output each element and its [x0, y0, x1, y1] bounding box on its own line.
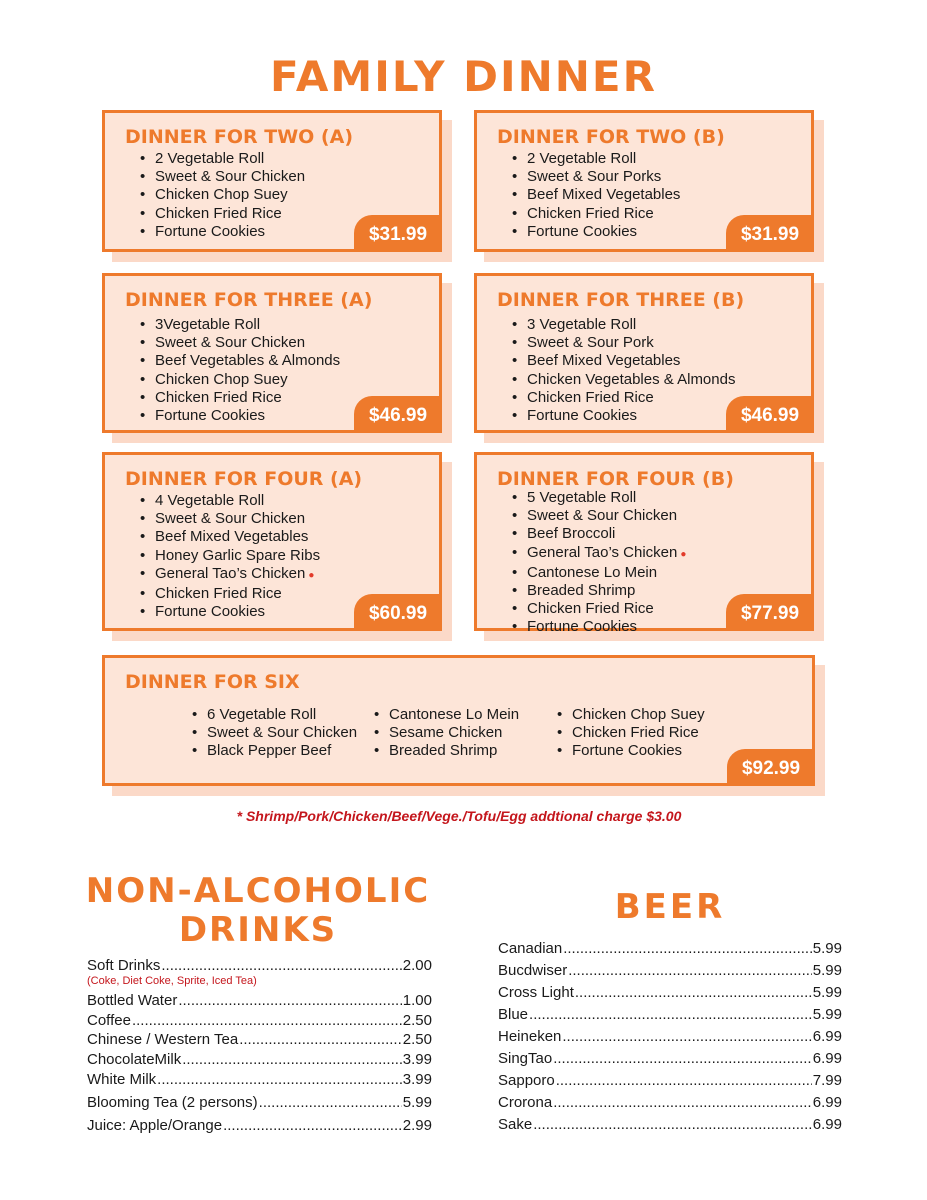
- beer-row: [498, 1006, 842, 1023]
- dinner-name: DINNER FOR THREE (A): [125, 289, 373, 311]
- drink-price: 2.50: [402, 1031, 432, 1048]
- dot-leader: [223, 1117, 402, 1134]
- beer-price: 5.99: [812, 1006, 842, 1023]
- extra-charge-note: * Shrimp/Pork/Chicken/Beef/Vege./Tofu/Egg addtional charge $3.00: [236, 808, 682, 824]
- dinner-items-col3: [557, 706, 705, 761]
- dinner-item: • Beef Mixed Vegetables: [140, 528, 320, 546]
- beer-name: Canadian: [498, 940, 563, 957]
- dot-leader: [575, 984, 812, 1001]
- drink-name: Blooming Tea (2 persons): [87, 1094, 258, 1111]
- drink-row: [87, 1117, 432, 1134]
- dinner-item: • Breaded Shrimp: [374, 742, 519, 760]
- dot-leader: [553, 1050, 812, 1067]
- beer-name: Sake: [498, 1116, 533, 1133]
- dinner-item: • Chicken Fried Rice: [512, 205, 680, 223]
- dinner-name: DINNER FOR THREE (B): [497, 289, 745, 311]
- drink-name: ChocolateMilk: [87, 1051, 182, 1068]
- dinner-six-card: [102, 655, 815, 786]
- dinner-three-a-card: [102, 273, 442, 433]
- beer-row: [498, 1072, 842, 1089]
- soft-drinks-note: (Coke, Diet Coke, Sprite, Iced Tea): [87, 975, 257, 987]
- dot-leader: [553, 1094, 812, 1111]
- beer-row: [498, 940, 842, 957]
- price-tag: $92.99: [727, 749, 815, 786]
- dinner-item: • Sweet & Sour Pork: [512, 334, 735, 352]
- dinner-item: • Fortune Cookies: [512, 407, 735, 425]
- dot-leader: [178, 992, 401, 1009]
- dinner-items-col1: [192, 706, 357, 761]
- dinner-item-label: General Tao’s Chicken: [155, 564, 306, 582]
- dinner-item: • 3 Vegetable Roll: [512, 316, 735, 334]
- dinner-item: • Fortune Cookies: [512, 618, 686, 636]
- dot-leader: [259, 1094, 402, 1111]
- beer-row: [498, 1028, 842, 1045]
- beer-name: Heineken: [498, 1028, 562, 1045]
- dinner-four-b-card: [474, 452, 814, 636]
- drink-row: [87, 957, 432, 974]
- price-tag: $31.99: [354, 215, 442, 252]
- beer-name: Blue: [498, 1006, 529, 1023]
- dinner-name: DINNER FOR FOUR (A): [125, 468, 363, 490]
- dinner-item: • Beef Mixed Vegetables: [512, 352, 735, 370]
- dot-leader: [529, 1006, 812, 1023]
- dinner-item: • Black Pepper Beef: [192, 742, 357, 760]
- dinner-item: • Fortune Cookies: [512, 223, 680, 241]
- drink-price: 2.00: [402, 957, 432, 974]
- price-tag: $46.99: [354, 396, 442, 433]
- dinner-item: • 3Vegetable Roll: [140, 316, 340, 334]
- drink-name: Soft Drinks: [87, 957, 161, 974]
- dinner-item: • Chicken Chop Suey: [140, 186, 305, 204]
- price-tag: $77.99: [726, 594, 814, 631]
- beer-name: SingTao: [498, 1050, 553, 1067]
- dinner-items: [512, 316, 735, 425]
- beer-price: 6.99: [812, 1094, 842, 1111]
- dot-leader: [157, 1071, 402, 1088]
- dinner-item: • Sweet & Sour Chicken: [140, 168, 305, 186]
- price-tag: $46.99: [726, 396, 814, 433]
- beer-price: 6.99: [812, 1116, 842, 1133]
- drink-price: 2.50: [402, 1012, 432, 1029]
- chili-pepper-icon: ●: [680, 548, 687, 560]
- beer-row: [498, 1050, 842, 1067]
- dinner-items: [140, 150, 305, 241]
- beer-heading: BEER: [614, 887, 726, 927]
- dinner-item: • Beef Mixed Vegetables: [512, 186, 680, 204]
- drink-price: 1.00: [402, 992, 432, 1009]
- dot-leader: [533, 1116, 812, 1133]
- drink-name: Chinese / Western Tea: [87, 1031, 239, 1048]
- dot-leader: [182, 1051, 402, 1068]
- dinner-name: DINNER FOR TWO (B): [497, 126, 725, 148]
- page-title: FAMILY DINNER: [270, 52, 657, 101]
- price-tag: $31.99: [726, 215, 814, 252]
- drink-row: [87, 1071, 432, 1088]
- dinner-item: • Chicken Chop Suey: [140, 371, 340, 389]
- dinner-item: • 5 Vegetable Roll: [512, 489, 686, 507]
- drink-price: 3.99: [402, 1051, 432, 1068]
- beer-row: [498, 1116, 842, 1133]
- dinner-item-label: General Tao’s Chicken: [527, 543, 678, 561]
- dinner-items: [512, 489, 686, 637]
- drink-row: [87, 1051, 432, 1068]
- dinner-four-a-card: [102, 452, 442, 631]
- dinner-item: • 2 Vegetable Roll: [512, 150, 680, 168]
- dinner-name: DINNER FOR FOUR (B): [497, 468, 734, 490]
- dinner-item: • Chicken Fried Rice: [557, 724, 705, 742]
- drink-price: 3.99: [402, 1071, 432, 1088]
- chili-pepper-icon: ●: [308, 569, 315, 581]
- price-tag: $60.99: [354, 594, 442, 631]
- drink-name: Bottled Water: [87, 992, 178, 1009]
- dinner-item: • Sweet & Sour Chicken: [512, 507, 686, 525]
- dot-leader: [556, 1072, 812, 1089]
- dot-leader: [563, 940, 812, 957]
- dinner-item: • 4 Vegetable Roll: [140, 492, 320, 510]
- dinner-item: • Chicken Fried Rice: [140, 205, 305, 223]
- dinner-two-b-card: [474, 110, 814, 252]
- dinner-item: • Chicken Fried Rice: [140, 389, 340, 407]
- drink-price: 5.99: [402, 1094, 432, 1111]
- dinner-item: • Sweet & Sour Porks: [512, 168, 680, 186]
- dinner-item: • Fortune Cookies: [140, 223, 305, 241]
- dinner-items: [512, 150, 680, 241]
- dinner-item: • Chicken Fried Rice: [512, 389, 735, 407]
- drinks-heading: [76, 872, 440, 950]
- dinner-two-a-card: [102, 110, 442, 252]
- dinner-item: [512, 544, 686, 564]
- dinner-item: • Sweet & Sour Chicken: [140, 334, 340, 352]
- dinner-name: DINNER FOR TWO (A): [125, 126, 353, 148]
- dinner-items: [140, 492, 320, 621]
- dinner-item: • Honey Garlic Spare Ribs: [140, 547, 320, 565]
- dot-leader: [161, 957, 401, 974]
- dot-leader: [562, 1028, 811, 1045]
- beer-name: Sapporo: [498, 1072, 555, 1089]
- dinner-item: • Chicken Vegetables & Almonds: [512, 371, 735, 389]
- dinner-item: • Breaded Shrimp: [512, 582, 686, 600]
- dinner-item: • 2 Vegetable Roll: [140, 150, 305, 168]
- dinner-item: [140, 565, 320, 585]
- dinner-items: [140, 316, 340, 425]
- dinner-item: • Chicken Fried Rice: [512, 600, 686, 618]
- drink-name: White Milk: [87, 1071, 157, 1088]
- drink-row: [87, 1012, 432, 1029]
- drink-row: [87, 992, 432, 1009]
- dinner-item: • Cantonese Lo Mein: [374, 706, 519, 724]
- dinner-items-col2: [374, 706, 519, 761]
- drinks-heading-line1: NON-ALCOHOLIC: [85, 871, 431, 911]
- dinner-item: • Fortune Cookies: [557, 742, 705, 760]
- drink-row: [87, 1094, 432, 1111]
- dinner-item: • Sweet & Sour Chicken: [140, 510, 320, 528]
- beer-price: 5.99: [812, 940, 842, 957]
- dot-leader: [568, 962, 812, 979]
- beer-name: Cross Light: [498, 984, 574, 1001]
- beer-row: [498, 1094, 842, 1111]
- dinner-three-b-card: [474, 273, 814, 433]
- beer-price: 6.99: [812, 1028, 842, 1045]
- dinner-item: • Chicken Chop Suey: [557, 706, 705, 724]
- drink-row: [87, 1031, 432, 1048]
- dot-leader: [239, 1031, 402, 1048]
- dot-leader: [132, 1012, 402, 1029]
- dinner-item: • Sesame Chicken: [374, 724, 519, 742]
- drink-price: 2.99: [402, 1117, 432, 1134]
- dinner-item: • Beef Vegetables & Almonds: [140, 352, 340, 370]
- dinner-item: • Fortune Cookies: [140, 407, 340, 425]
- beer-price: 5.99: [812, 962, 842, 979]
- beer-name: Bucdwiser: [498, 962, 568, 979]
- dinner-item: • Cantonese Lo Mein: [512, 564, 686, 582]
- dinner-item: • 6 Vegetable Roll: [192, 706, 357, 724]
- beer-price: 6.99: [812, 1050, 842, 1067]
- dinner-item: • Beef Broccoli: [512, 525, 686, 543]
- beer-price: 5.99: [812, 984, 842, 1001]
- dinner-item: • Chicken Fried Rice: [140, 585, 320, 603]
- drink-name: Juice: Apple/Orange: [87, 1117, 223, 1134]
- dinner-item: • Fortune Cookies: [140, 603, 320, 621]
- drink-name: Coffee: [87, 1012, 131, 1029]
- dinner-name: DINNER FOR SIX: [125, 671, 300, 693]
- beer-name: Crorona: [498, 1094, 553, 1111]
- drinks-heading-line2: DRINKS: [178, 910, 338, 950]
- beer-row: [498, 962, 842, 979]
- beer-row: [498, 984, 842, 1001]
- beer-price: 7.99: [812, 1072, 842, 1089]
- dinner-item: • Sweet & Sour Chicken: [192, 724, 357, 742]
